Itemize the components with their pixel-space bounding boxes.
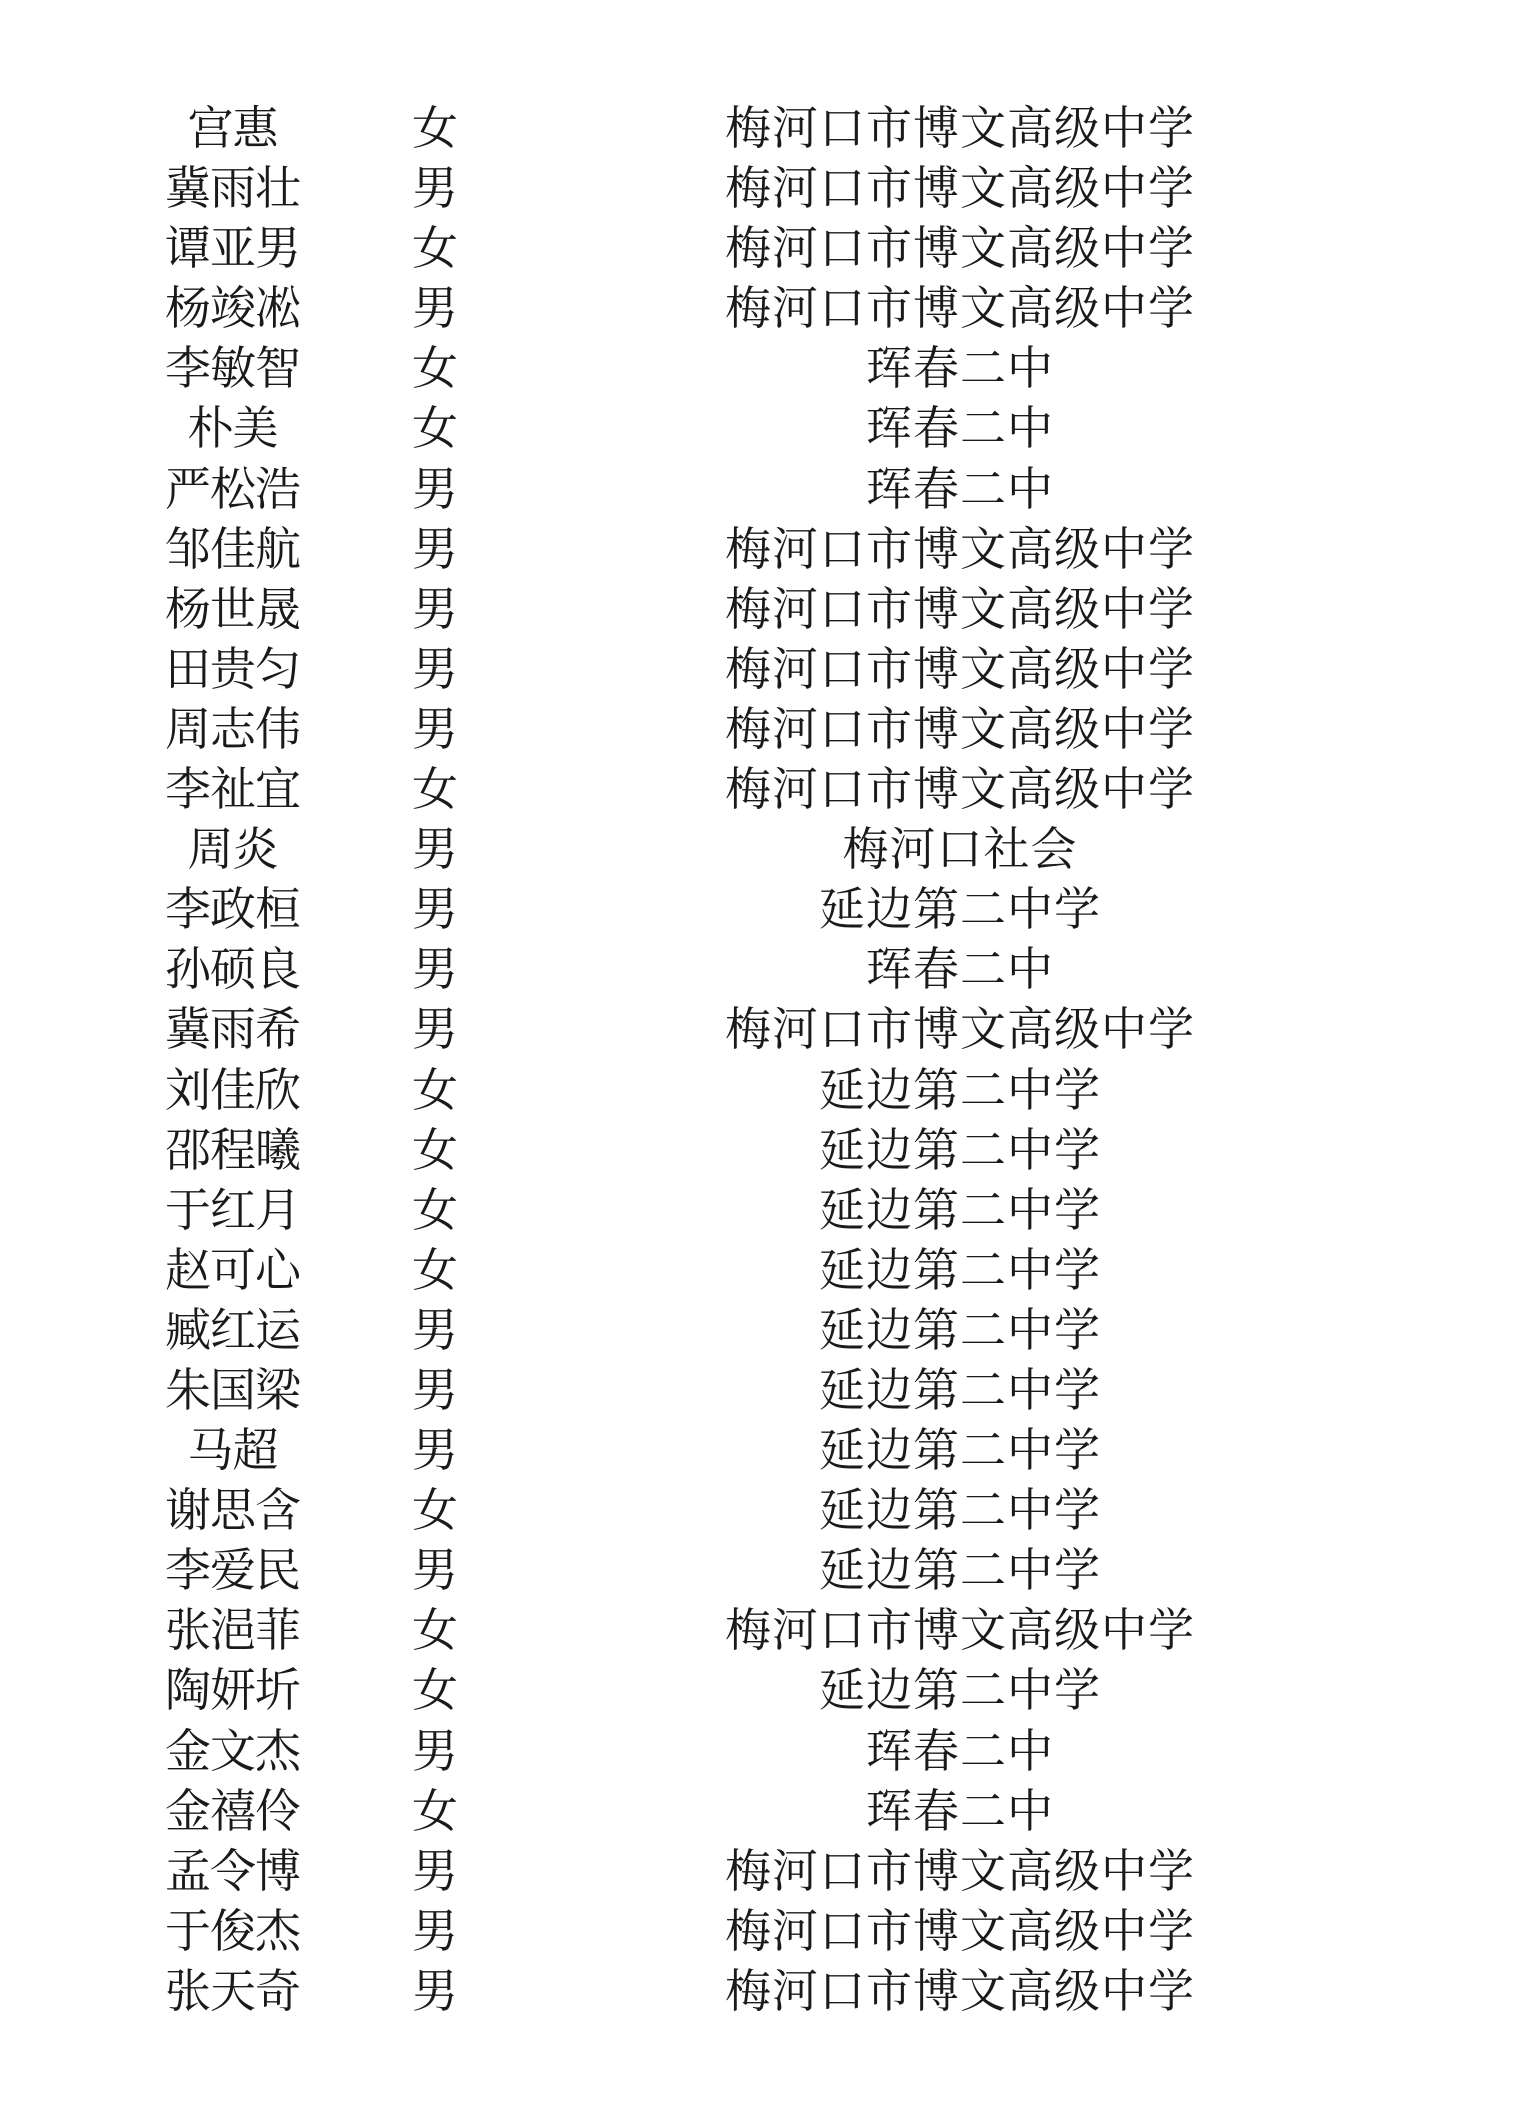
student-name: 杨竣凇	[165, 281, 300, 336]
student-name: 孟令博	[165, 1843, 300, 1898]
student-school: 延边第二中学	[819, 1483, 1101, 1538]
student-school: 珲春二中	[866, 1783, 1054, 1838]
student-name: 李敏智	[165, 341, 300, 396]
student-school: 梅河口市博文高级中学	[725, 1843, 1195, 1898]
student-school: 延边第二中学	[819, 1122, 1101, 1177]
student-row	[0, 999, 1522, 1059]
student-gender: 女	[412, 1242, 458, 1297]
student-row	[0, 819, 1522, 879]
student-row	[0, 1060, 1522, 1120]
student-gender: 男	[412, 1963, 458, 2018]
student-row	[0, 1120, 1522, 1180]
student-gender: 男	[412, 1002, 458, 1057]
student-row	[0, 639, 1522, 699]
student-school: 梅河口市博文高级中学	[725, 1002, 1195, 1057]
student-name: 金禧伶	[165, 1783, 300, 1838]
student-name: 朴美	[187, 401, 278, 456]
student-school: 珲春二中	[866, 1723, 1054, 1778]
student-name: 张浥菲	[165, 1603, 300, 1658]
student-name: 于红月	[165, 1182, 300, 1237]
student-name: 臧红运	[165, 1302, 300, 1357]
student-gender: 男	[412, 1302, 458, 1357]
student-gender: 男	[412, 281, 458, 336]
student-school: 梅河口市博文高级中学	[725, 521, 1195, 576]
student-gender: 女	[412, 1122, 458, 1177]
student-row	[0, 519, 1522, 579]
student-gender: 男	[412, 1543, 458, 1598]
student-school: 梅河口市博文高级中学	[725, 641, 1195, 696]
student-name: 刘佳欣	[165, 1062, 300, 1117]
student-school: 梅河口市博文高级中学	[725, 762, 1195, 817]
student-name: 陶妍圻	[165, 1663, 300, 1718]
student-name: 杨世晟	[165, 581, 300, 636]
student-gender: 男	[412, 822, 458, 877]
student-name: 邹佳航	[165, 521, 300, 576]
student-school: 梅河口社会	[842, 822, 1078, 877]
student-row	[0, 1480, 1522, 1540]
student-gender: 女	[412, 1783, 458, 1838]
student-school: 珲春二中	[866, 461, 1054, 516]
student-gender: 男	[412, 1843, 458, 1898]
student-school: 梅河口市博文高级中学	[725, 581, 1195, 636]
student-name: 孙硕良	[165, 942, 300, 997]
student-school: 梅河口市博文高级中学	[725, 701, 1195, 756]
student-row	[0, 579, 1522, 639]
student-row	[0, 338, 1522, 398]
student-row	[0, 98, 1522, 158]
student-name: 赵可心	[165, 1242, 300, 1297]
student-school: 梅河口市博文高级中学	[725, 1603, 1195, 1658]
student-gender: 女	[412, 101, 458, 155]
student-row	[0, 278, 1522, 338]
student-gender: 男	[412, 521, 458, 576]
student-row	[0, 1660, 1522, 1720]
student-school: 珲春二中	[866, 401, 1054, 456]
student-name: 严松浩	[165, 461, 300, 516]
student-row	[0, 1420, 1522, 1480]
student-school: 延边第二中学	[819, 1543, 1101, 1598]
student-school: 梅河口市博文高级中学	[725, 101, 1195, 155]
student-name: 谢思含	[165, 1483, 300, 1538]
student-row	[0, 1781, 1522, 1841]
student-name: 金文杰	[165, 1723, 300, 1778]
student-row	[0, 1180, 1522, 1240]
student-name: 李政桓	[165, 882, 300, 937]
student-school: 延边第二中学	[819, 1182, 1101, 1237]
student-name: 周炎	[187, 822, 278, 877]
student-school: 梅河口市博文高级中学	[725, 161, 1195, 216]
student-row	[0, 1540, 1522, 1600]
student-school: 梅河口市博文高级中学	[725, 1963, 1195, 2018]
student-gender: 女	[412, 762, 458, 817]
student-gender: 男	[412, 701, 458, 756]
student-school: 梅河口市博文高级中学	[725, 221, 1195, 276]
student-school: 延边第二中学	[819, 1062, 1101, 1117]
student-gender: 女	[412, 341, 458, 396]
student-gender: 男	[412, 641, 458, 696]
student-row	[0, 1300, 1522, 1360]
student-gender: 男	[412, 942, 458, 997]
student-gender: 女	[412, 1062, 458, 1117]
student-school: 珲春二中	[866, 341, 1054, 396]
student-name: 张天奇	[165, 1963, 300, 2018]
student-gender: 男	[412, 161, 458, 216]
student-gender: 男	[412, 1362, 458, 1417]
student-name: 于俊杰	[165, 1903, 300, 1958]
student-school: 延边第二中学	[819, 1423, 1101, 1478]
student-row	[0, 1240, 1522, 1300]
student-name: 冀雨壮	[165, 161, 300, 216]
student-row	[0, 939, 1522, 999]
student-name: 李祉宜	[165, 762, 300, 817]
student-gender: 男	[412, 1723, 458, 1778]
student-name: 邵程曦	[165, 1122, 300, 1177]
student-row	[0, 1961, 1522, 2021]
student-gender: 男	[412, 1423, 458, 1478]
student-gender: 女	[412, 401, 458, 456]
student-gender: 男	[412, 882, 458, 937]
student-gender: 女	[412, 1182, 458, 1237]
student-school: 珲春二中	[866, 942, 1054, 997]
student-school: 延边第二中学	[819, 1302, 1101, 1357]
student-school: 延边第二中学	[819, 1362, 1101, 1417]
student-row	[0, 879, 1522, 939]
student-name: 谭亚男	[165, 221, 300, 276]
student-row	[0, 218, 1522, 278]
student-row	[0, 1360, 1522, 1420]
student-row	[0, 1841, 1522, 1901]
student-name: 朱国梁	[165, 1362, 300, 1417]
student-row	[0, 158, 1522, 218]
student-row	[0, 398, 1522, 458]
student-name: 周志伟	[165, 701, 300, 756]
student-school: 梅河口市博文高级中学	[725, 281, 1195, 336]
student-row	[0, 1901, 1522, 1961]
student-gender: 女	[412, 1663, 458, 1718]
student-school: 梅河口市博文高级中学	[725, 1903, 1195, 1958]
student-gender: 男	[412, 1903, 458, 1958]
student-row	[0, 759, 1522, 819]
student-school: 延边第二中学	[819, 1242, 1101, 1297]
student-row	[0, 699, 1522, 759]
student-gender: 男	[412, 461, 458, 516]
student-roster	[0, 98, 1522, 2021]
student-row	[0, 1721, 1522, 1781]
student-name: 李爱民	[165, 1543, 300, 1598]
student-name: 冀雨希	[165, 1002, 300, 1057]
student-gender: 女	[412, 221, 458, 276]
student-row	[0, 1600, 1522, 1660]
student-name: 田贵匀	[165, 641, 300, 696]
student-row	[0, 459, 1522, 519]
student-name: 宫惠	[187, 101, 278, 155]
student-school: 延边第二中学	[819, 1663, 1101, 1718]
student-name: 马超	[187, 1423, 278, 1478]
student-gender: 男	[412, 581, 458, 636]
student-gender: 女	[412, 1603, 458, 1658]
student-school: 延边第二中学	[819, 882, 1101, 937]
student-gender: 女	[412, 1483, 458, 1538]
